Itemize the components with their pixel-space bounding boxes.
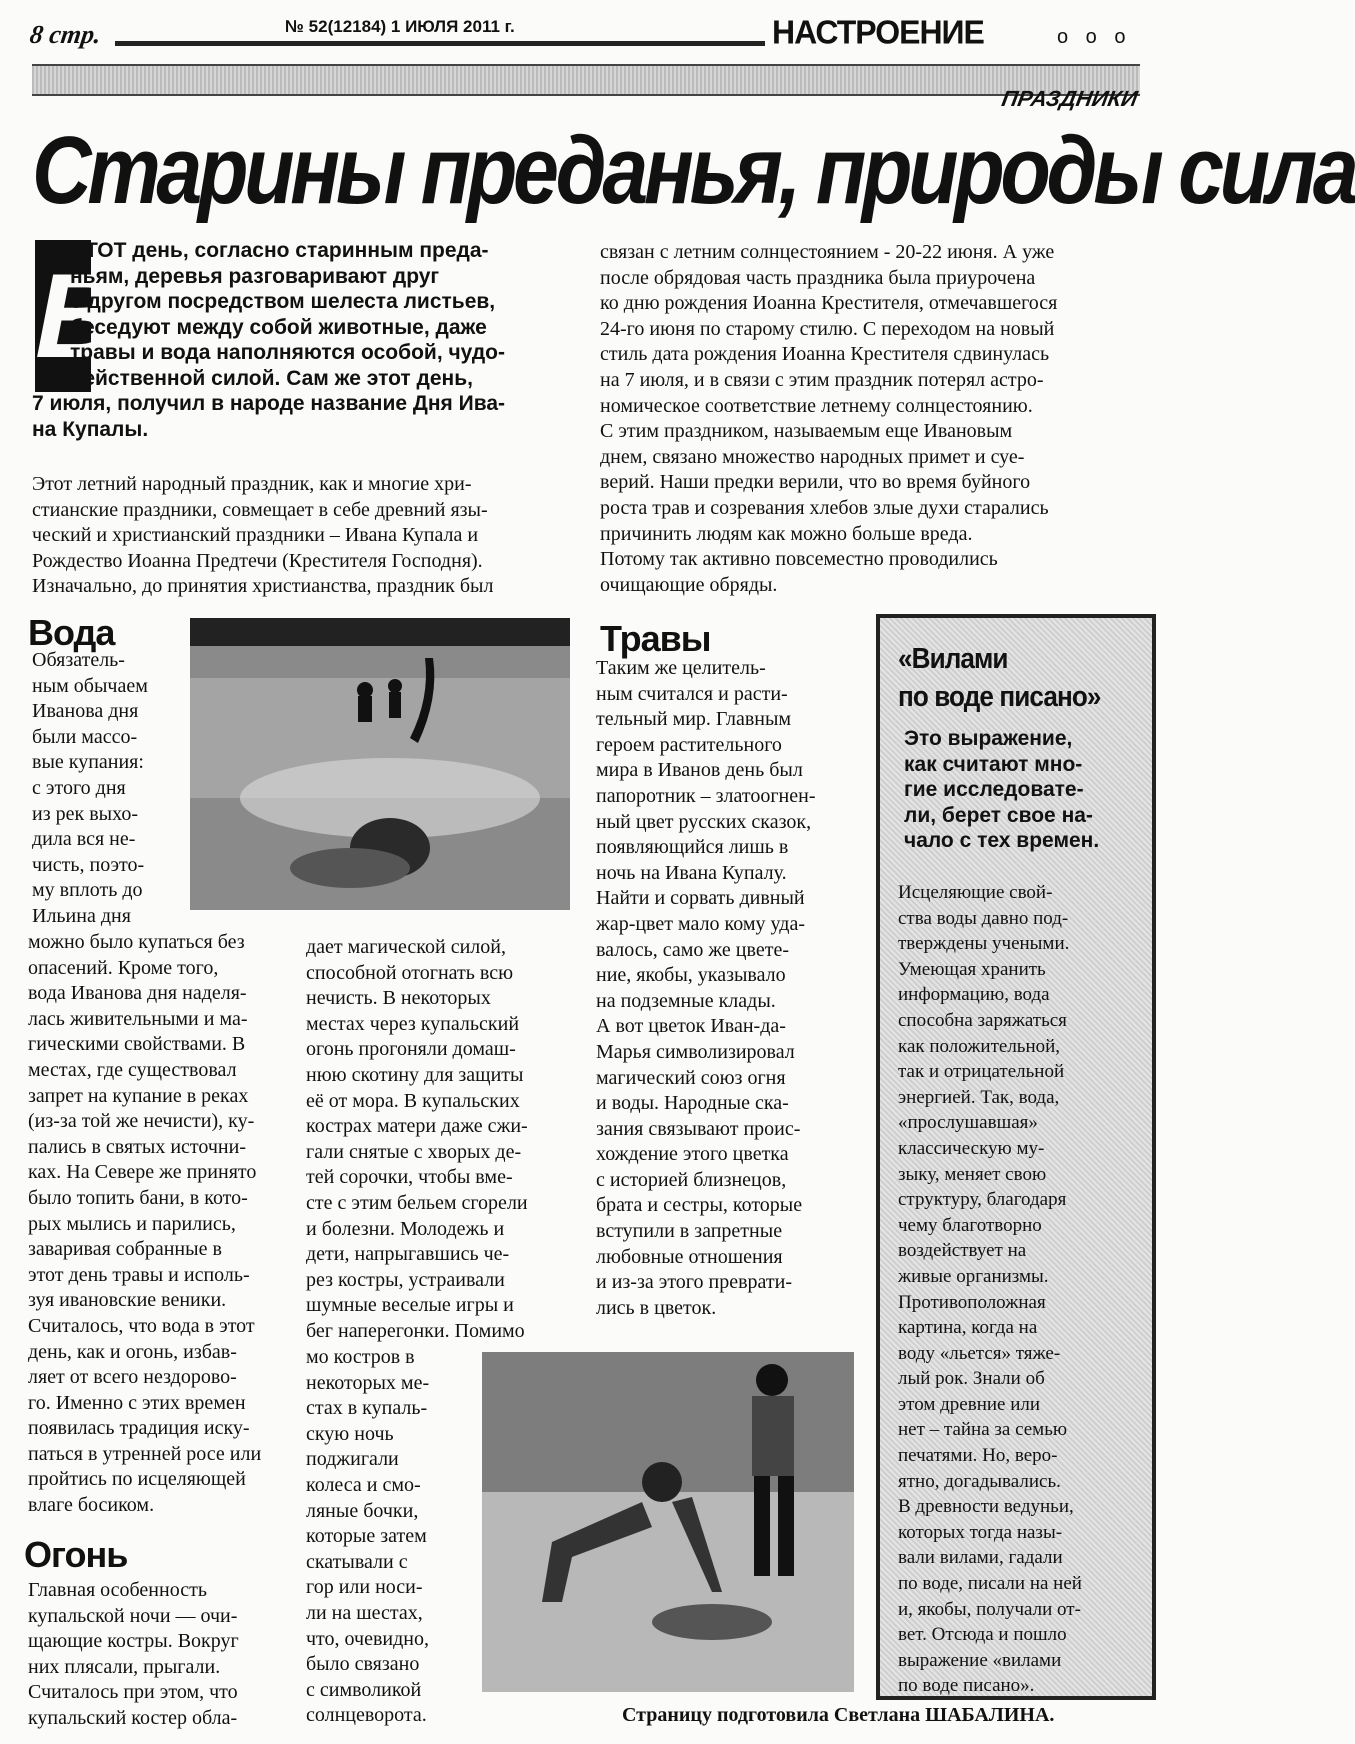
text-line: В древности ведуньи, <box>898 1496 1074 1518</box>
text-line: колеса и смо- <box>306 1473 421 1496</box>
text-line: этот день травы и исполь- <box>28 1263 250 1286</box>
text-line: Изначально, до принятия христианства, праздник был <box>32 575 494 598</box>
lead-paragraph-end <box>32 391 572 442</box>
sidebar-text <box>898 880 1136 1699</box>
text-line: ляет от всего нездорово- <box>28 1366 237 1389</box>
sidebar-title-line: по воде писано» <box>898 681 1101 713</box>
photo-swimming <box>190 618 570 910</box>
photo-children <box>482 1352 854 1692</box>
text-line: брата и сестры, которые <box>596 1194 803 1217</box>
text-line: воздействует на <box>898 1240 1027 1262</box>
sidebar-title <box>898 640 1114 716</box>
text-line: лый рок. Знали об <box>898 1368 1045 1390</box>
text-line: валось, само же цвете- <box>596 938 789 961</box>
text-line: по воде писано». <box>898 1675 1035 1697</box>
header-dots: ο ο ο <box>1057 26 1132 48</box>
text-line: появляющийся лишь в <box>596 836 789 859</box>
text-line: Рождество Иоанна Предтечи (Крестителя Господня). <box>32 549 483 572</box>
text-line: (из-за той же нечисти), ку- <box>28 1110 255 1133</box>
text-line: тельный мир. Главным <box>596 708 792 731</box>
text-line: нюю скотину для защиты <box>306 1063 524 1086</box>
text-line: было топить бани, в кото- <box>28 1186 248 1209</box>
text-line: пройтись по исцеляющей <box>28 1468 246 1491</box>
lead-line: действенной силой. Сам же этот день, <box>70 366 473 390</box>
text-line: живые организмы. <box>898 1265 1049 1287</box>
text-line: тей сорочки, чтобы вме- <box>306 1166 513 1189</box>
text-line: гие исследовате- <box>904 778 1084 801</box>
text-line: жар-цвет мало кому уда- <box>596 912 805 935</box>
text-line: зуя ивановские веники. <box>28 1289 227 1312</box>
text-line: ятно, догадывались. <box>898 1470 1061 1492</box>
text-line: Главная особенность <box>28 1579 207 1601</box>
text-line: днем, связано множество народных примет и суе- <box>600 445 1025 468</box>
text-line: энергией. Так, вода, <box>898 1086 1060 1108</box>
text-line: с этого дня <box>32 776 126 799</box>
text-line: её от мора. В купальских <box>306 1089 520 1112</box>
travy-column <box>596 656 856 1321</box>
lead-line: травы и вода наполняются особой, чудо- <box>70 341 505 364</box>
text-line: огонь прогоняли домаш- <box>306 1038 516 1061</box>
text-line: воду «льется» тяже- <box>898 1342 1061 1364</box>
text-line: скатывали с <box>306 1550 408 1573</box>
text-line: гали снятые с хворых де- <box>306 1140 522 1163</box>
text-line: Ильина дня <box>32 904 131 927</box>
text-line: рых мылись и парились, <box>28 1212 236 1235</box>
text-line: вступили в запретные <box>596 1220 783 1243</box>
text-line: паться в утренней росе или <box>28 1442 262 1465</box>
text-line: ние, якобы, указывало <box>596 964 786 987</box>
text-line: Потому так активно повсеместно проводились <box>600 548 998 571</box>
text-line: А вот цветок Иван-да- <box>596 1015 786 1038</box>
text-line: причинить людям как можно больше вреда. <box>600 522 973 545</box>
text-line: очищающие обряды. <box>600 573 778 596</box>
text-line: вода Иванова дня наделя- <box>28 982 247 1005</box>
text-line: Этот летний народный праздник, как и многие хри- <box>32 473 472 495</box>
text-line: информацию, вода <box>898 984 1050 1006</box>
text-line: зыку, меняет свою <box>898 1163 1047 1185</box>
text-line: роста трав и созревания хлебов злые духи старались <box>600 496 1049 519</box>
text-line: чему благотворно <box>898 1214 1042 1236</box>
text-line: чисть, поэто- <box>32 853 145 876</box>
text-line: мо костров в <box>306 1346 415 1368</box>
text-line: после обрядовая часть праздника была приурочена <box>600 266 1036 289</box>
text-line: Противоположная <box>898 1291 1046 1313</box>
voda-wide-column <box>28 930 283 1519</box>
text-line: тверждены учеными. <box>898 933 1070 955</box>
text-line: ным обычаем <box>32 674 148 697</box>
text-line: магический союз огня <box>596 1066 786 1089</box>
text-line: номическое соответствие летнему солнцестоянию. <box>600 394 1033 417</box>
text-line: стиль дата рождения Иоанна Крестителя сдвинулась <box>600 343 1050 366</box>
text-line: стианские праздники, совмещает в себе древний язы- <box>32 498 488 521</box>
text-line: ли на шестах, <box>306 1601 423 1624</box>
text-line: на 7 июля, и в связи с этим праздник потерял астро- <box>600 368 1044 391</box>
intro-right <box>600 240 1140 598</box>
text-line: лись в цветок. <box>596 1296 717 1319</box>
lead-line: беседуют между собой животные, даже <box>70 315 487 339</box>
text-line: солнцеворота. <box>306 1704 427 1727</box>
text-line: дает магической силой, <box>306 936 506 958</box>
text-line: классическую му- <box>898 1137 1045 1159</box>
sidebar-title-line: «Вилами <box>898 643 1008 675</box>
text-line: опасений. Кроме того, <box>28 956 219 979</box>
subheading-travy: Травы <box>600 618 711 659</box>
text-line: кострах матери даже сжи- <box>306 1115 528 1138</box>
text-line: Марья символизировал <box>596 1040 795 1063</box>
text-line: способна заряжаться <box>898 1009 1067 1031</box>
lead-line: ЭТОТ день, согласно старинным преда- <box>70 239 489 262</box>
text-line: героем растительного <box>596 733 782 756</box>
text-line: вали вилами, гадали <box>898 1547 1063 1569</box>
text-line: му вплоть до <box>32 879 143 902</box>
text-line: на подземные клады. <box>596 989 776 1012</box>
text-line: было связано <box>306 1653 420 1676</box>
text-line: «прослушавшая» <box>898 1112 1038 1134</box>
text-line: и болезни. Молодежь и <box>306 1217 505 1240</box>
rubric-label: ПРАЗДНИКИ <box>999 86 1140 111</box>
text-line: ства воды давно под- <box>898 907 1069 929</box>
text-line: ческий и христианский праздники – Ивана Купала и <box>32 524 479 547</box>
text-line: как положительной, <box>898 1035 1061 1057</box>
text-line: которых тогда назы- <box>898 1521 1063 1543</box>
text-line: чало с тех времен. <box>904 829 1100 852</box>
text-line: с символикой <box>306 1678 422 1701</box>
text-line: Исцеляющие свой- <box>898 882 1053 903</box>
text-line: лась живительными и ма- <box>28 1007 248 1030</box>
text-line: день, как и огонь, избав- <box>28 1340 237 1363</box>
text-line: и из-за этого преврати- <box>596 1271 792 1294</box>
text-line: 24-го июня по старому стилю. С переходом на новый <box>600 317 1055 340</box>
header-rule <box>115 41 765 46</box>
text-line: рез костры, устраивали <box>306 1268 505 1291</box>
text-line: хождение этого цветка <box>596 1143 789 1166</box>
text-line: этом древние или <box>898 1393 1041 1415</box>
text-line: бег наперегонки. Помимо <box>306 1319 525 1342</box>
text-line: можно было купаться без <box>28 931 245 953</box>
swimmers-illustration <box>190 618 570 910</box>
text-line: шумные веселые игры и <box>306 1294 514 1317</box>
sidebar-lead <box>904 726 1134 854</box>
text-line: щающие костры. Вокруг <box>28 1630 239 1653</box>
text-line: Это выражение, <box>904 727 1073 750</box>
article-headline: Старины преданья, природы сила <box>32 117 1355 224</box>
issue-info: № 52(12184) 1 ИЮЛЯ 2011 г. <box>285 17 515 36</box>
sidebar-box <box>876 614 1156 1700</box>
page-number: 8 стр. <box>28 20 103 49</box>
text-line: были массо- <box>32 725 138 748</box>
intro-left <box>32 472 577 600</box>
header-band <box>32 64 1140 96</box>
text-line: ным считался и расти- <box>596 682 788 705</box>
voda-narrow-column <box>32 648 182 930</box>
text-line: го. Именно с этих времен <box>28 1391 246 1414</box>
text-line: влаге босиком. <box>28 1494 155 1517</box>
text-line: пались в святых источни- <box>28 1135 246 1158</box>
lead-line: с другом посредством шелеста листьев, <box>70 290 496 313</box>
text-line: появилась традиция иску- <box>28 1417 250 1440</box>
text-line: которые затем <box>306 1525 427 1548</box>
text-line: нет – тайна за семью <box>898 1419 1068 1441</box>
lead-paragraph <box>70 238 570 391</box>
text-line: Обязатель- <box>32 649 125 671</box>
text-line: что, очевидно, <box>306 1627 429 1650</box>
text-line: Считалось, что вода в этот <box>28 1314 255 1337</box>
text-line: по воде, писали на ней <box>898 1573 1082 1595</box>
text-line: нечисть. В некоторых <box>306 987 491 1010</box>
text-line: ках. На Севере же принято <box>28 1161 257 1184</box>
text-line: так и отрицательной <box>898 1061 1065 1083</box>
text-line: верий. Наши предки верили, что во время буйного <box>600 471 1031 494</box>
lead-line: на Купалы. <box>32 417 149 441</box>
text-line: купальский костер обла- <box>28 1706 238 1729</box>
text-line: Считалось при этом, что <box>28 1681 238 1704</box>
text-line: папоротник – златоогнен- <box>596 784 816 807</box>
drop-cap: В <box>35 240 91 392</box>
text-line: из рек выхо- <box>32 802 138 825</box>
text-line: них плясали, прыгали. <box>28 1655 221 1678</box>
text-line: сте с этим бельем сгорели <box>306 1191 528 1214</box>
text-line: некоторых ме- <box>306 1371 430 1394</box>
text-line: печатями. Но, веро- <box>898 1445 1058 1467</box>
subheading-ogon: Огонь <box>24 1534 128 1575</box>
lead-line: 7 июля, получил в народе название Дня Ива- <box>32 392 506 415</box>
text-line: ко дню рождения Иоанна Крестителя, отмечавшегося <box>600 292 1058 315</box>
text-line: зания связывают проис- <box>596 1117 801 1140</box>
text-line: и воды. Народные ска- <box>596 1092 789 1115</box>
ogon-middle-narrow <box>306 1345 456 1729</box>
text-line: С этим праздником, называемым еще Ивановым <box>600 420 1013 443</box>
text-line: дила вся не- <box>32 828 136 851</box>
text-line: местах, где существовал <box>28 1058 237 1081</box>
ogon-left-column <box>28 1578 283 1732</box>
lead-line: ньям, деревья разговаривают друг <box>70 264 440 288</box>
text-line: картина, когда на <box>898 1317 1038 1339</box>
text-line: выражение «вилами <box>898 1649 1062 1671</box>
text-line: с историей близнецов, <box>596 1168 787 1191</box>
text-line: запрет на купание в реках <box>28 1084 249 1107</box>
text-line: стах в купаль- <box>306 1397 428 1420</box>
text-line: и, якобы, получали от- <box>898 1598 1081 1620</box>
text-line: ночь на Ивана Купалу. <box>596 861 787 884</box>
text-line: ли, берет свое на- <box>904 803 1093 827</box>
text-line: купальской ночи — очи- <box>28 1604 238 1627</box>
text-line: гор или носи- <box>306 1576 423 1599</box>
text-line: дети, напрыгавшись че- <box>306 1243 510 1266</box>
text-line: любовные отношения <box>596 1245 783 1268</box>
text-line: Таким же целитель- <box>596 657 766 679</box>
text-line: Найти и сорвать дивный <box>596 887 805 910</box>
text-line: как считают мно- <box>904 752 1083 776</box>
ogon-middle-wide <box>306 935 568 1345</box>
text-line: вые купания: <box>32 751 144 774</box>
subheading-voda: Вода <box>28 612 115 653</box>
children-illustration <box>482 1352 854 1692</box>
text-line: гическими свойствами. В <box>28 1033 246 1056</box>
text-line: ный цвет русских сказок, <box>596 810 812 833</box>
text-line: ляные бочки, <box>306 1499 419 1522</box>
text-line: скую ночь <box>306 1422 394 1445</box>
text-line: поджигали <box>306 1448 399 1471</box>
text-line: Умеющая хранить <box>898 958 1046 980</box>
text-line: местах через купальский <box>306 1012 520 1035</box>
text-line: структуру, благодаря <box>898 1189 1067 1211</box>
text-line: мира в Иванов день был <box>596 759 803 782</box>
text-line: вет. Отсюда и пошло <box>898 1624 1067 1646</box>
text-line: способной отогнать всю <box>306 961 514 984</box>
text-line: Иванова дня <box>32 700 139 723</box>
author-signature: Страницу подготовила Светлана ШАБАЛИНА. <box>622 1704 1055 1726</box>
text-line: связан с летним солнцестоянием - 20-22 июня. А уже <box>600 241 1055 263</box>
text-line: заваривая собранные в <box>28 1238 222 1261</box>
section-title: НАСТРОЕНИЕ <box>772 13 984 51</box>
